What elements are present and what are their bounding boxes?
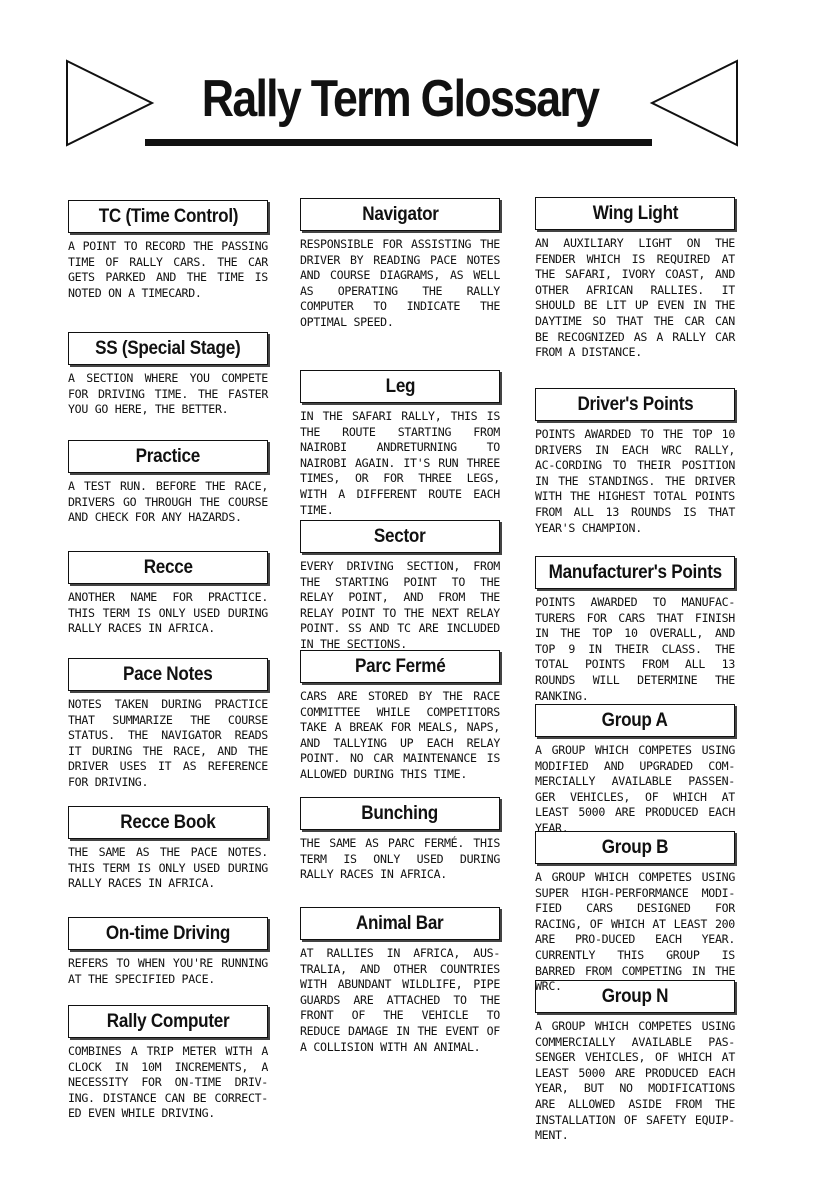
term-definition: EVERY DRIVING SECTION, FROM THE STARTING POINT TO THE RELAY POINT, AND FROM THE RELAY POINT TO THE NEXT RELAY POINT. SS AND TC ARE INCLUDED IN THE SECTIONS. <box>300 559 500 651</box>
term-definition: AT RALLIES IN AFRICA, AUS-TRALIA, AND OTHER COUNTRIES WITH ABUNDANT WILDLIFE, PIPE GUARDS ARE ATTACHED TO THE FRONT OF THE VEHICLE TO REDUCE DAMAGE IN THE EVENT OF A COLLISION WITH AN ANIMAL. <box>300 946 500 1054</box>
term-definition: RESPONSIBLE FOR ASSISTING THE DRIVER BY READING PACE NOTES AND COURSE DIAGRAMS, AS WELL AS OPERATING THE RALLY COMPUTER TO INDICATE THE OPTIMAL SPEED. <box>300 237 500 329</box>
term-heading: Recce <box>143 556 193 578</box>
term-box <box>68 658 268 691</box>
term-box <box>68 1005 268 1038</box>
term-definition: COMBINES A TRIP METER WITH A CLOCK IN 10M INCREMENTS, A NECESSITY FOR ON-TIME DRIV-ING. DISTANCE CAN BE CORRECT-ED EVEN WHILE DRIVING. <box>68 1044 268 1121</box>
term-definition: A TEST RUN. BEFORE THE RACE, DRIVERS GO THROUGH THE COURSE AND CHECK FOR ANY HAZARDS. <box>68 479 268 525</box>
term-definition: IN THE SAFARI RALLY, THIS IS THE ROUTE STARTING FROM NAIROBI ANDRETURNING TO NAIROBI AGAIN. IT'S RUN THREE TIMES, OR FOR THREE LEGS, WITH A DIFFERENT ROUTE EACH TIME. <box>300 409 500 517</box>
glossary-entry <box>535 197 735 361</box>
term-box <box>68 551 268 584</box>
glossary-entry <box>68 1005 268 1122</box>
glossary-entry <box>300 520 500 653</box>
glossary-entry <box>68 551 268 637</box>
term-heading: SS (Special Stage) <box>95 337 241 359</box>
term-definition: A GROUP WHICH COMPETES USING MODIFIED AND UPGRADED COM-MERCIALLY AVAILABLE PASSEN-GER VEHICLES, OF WHICH AT LEAST 5000 ARE PRODUCED EACH YEAR. <box>535 743 735 835</box>
term-box <box>68 917 268 950</box>
term-heading: Driver's Points <box>577 393 693 415</box>
glossary-entry <box>300 198 500 331</box>
right-triangle-ornament <box>648 58 740 148</box>
glossary-entry <box>535 556 735 704</box>
term-box <box>535 980 735 1013</box>
glossary-entry <box>68 440 268 526</box>
term-definition: ANOTHER NAME FOR PRACTICE. THIS TERM IS ONLY USED DURING RALLY RACES IN AFRICA. <box>68 590 268 636</box>
term-heading: Navigator <box>361 203 439 225</box>
term-heading: Animal Bar <box>356 912 444 934</box>
term-definition: AN AUXILIARY LIGHT ON THE FENDER WHICH IS REQUIRED AT THE SAFARI, IVORY COAST, AND OTHER AFRICAN RALLIES. IT SHOULD BE LIT UP EVEN IN THE DAYTIME SO THAT THE CAR CAN BE RECOGNIZED AS A RALLY CAR FROM A DISTANCE. <box>535 236 735 360</box>
term-heading: Group A <box>602 709 668 731</box>
term-heading: TC (Time Control) <box>98 205 238 227</box>
term-definition: A GROUP WHICH COMPETES USING SUPER HIGH-PERFORMANCE MODI-FIED CARS DESIGNED FOR RACING, OF WHICH AT LEAST 200 ARE PRO-DUCED EACH YEAR. CURRENTLY THIS GROUP IS BARRED FROM COMPETING IN THE WRC. <box>535 870 735 994</box>
term-box <box>68 200 268 233</box>
term-heading: Sector <box>374 525 426 547</box>
term-box <box>535 556 735 589</box>
glossary-entry <box>300 650 500 783</box>
term-box <box>535 197 735 230</box>
term-box <box>300 907 500 940</box>
term-heading: Pace Notes <box>123 663 213 685</box>
term-definition: A SECTION WHERE YOU COMPETE FOR DRIVING TIME. THE FASTER YOU GO HERE, THE BETTER. <box>68 371 268 417</box>
term-heading: On-time Driving <box>105 922 231 944</box>
term-box <box>68 806 268 839</box>
term-heading: Leg <box>385 375 415 397</box>
term-heading: Practice <box>135 445 201 467</box>
glossary-entry <box>300 797 500 883</box>
term-definition: CARS ARE STORED BY THE RACE COMMITTEE WHILE COMPETITORS TAKE A BREAK FOR MEALS, NAPS, AND TALLYING UP EACH RELAY POINT. NO CAR MAINTENANCE IS ALLOWED DURING THIS TIME. <box>300 689 500 781</box>
term-definition: POINTS AWARDED TO THE TOP 10 DRIVERS IN EACH WRC RALLY, AC-CORDING TO THEIR POSITION IN THE STANDINGS. THE DRIVER WITH THE HIGHEST TOTAL POINTS FROM ALL 13 ROUNDS IS THAT YEAR'S CHAMPION. <box>535 427 735 535</box>
term-box <box>300 797 500 830</box>
term-heading: Bunching <box>361 802 439 824</box>
term-heading: Manufacturer's Points <box>548 561 722 583</box>
term-definition: THE SAME AS PARC FERMÉ. THIS TERM IS ONLY USED DURING RALLY RACES IN AFRICA. <box>300 836 500 882</box>
term-heading: Group B <box>601 836 669 858</box>
term-definition: A POINT TO RECORD THE PASSING TIME OF RALLY CARS. THE CAR GETS PARKED AND THE TIME IS NOTED ON A TIMECARD. <box>68 239 268 300</box>
glossary-entry <box>535 980 735 1144</box>
glossary-entry <box>68 658 268 791</box>
glossary-entry <box>68 200 268 301</box>
term-box <box>535 388 735 421</box>
term-definition: A GROUP WHICH COMPETES USING COMMERCIALLY AVAILABLE PAS-SENGER VEHICLES, OF WHICH AT LEAST 5000 ARE PRODUCED EACH YEAR, BUT NO MODIFICATIONS ARE ALLOWED ASIDE FROM THE INSTALLATION OF SAFETY EQUIP-MENT. <box>535 1019 735 1143</box>
glossary-entry <box>68 806 268 892</box>
glossary-entry <box>535 388 735 536</box>
term-box <box>68 440 268 473</box>
term-heading: Recce Book <box>120 811 216 833</box>
term-box <box>535 831 735 864</box>
term-definition: THE SAME AS THE PACE NOTES. THIS TERM IS ONLY USED DURING RALLY RACES IN AFRICA. <box>68 845 268 891</box>
glossary-entry <box>68 917 268 987</box>
glossary-entry <box>68 332 268 418</box>
title-underline <box>145 139 652 146</box>
term-box <box>300 520 500 553</box>
glossary-entry <box>300 907 500 1055</box>
left-triangle-ornament <box>64 58 156 148</box>
term-heading: Parc Fermé <box>354 655 446 677</box>
term-definition: NOTES TAKEN DURING PRACTICE THAT SUMMARIZE THE COURSE STATUS. THE NAVIGATOR READS IT DURING THE RACE, AND THE DRIVER USES IT AS REFERENCE FOR DRIVING. <box>68 697 268 789</box>
term-definition: REFERS TO WHEN YOU'RE RUNNING AT THE SPECIFIED PACE. <box>68 956 268 986</box>
term-box <box>300 370 500 403</box>
term-box <box>300 198 500 231</box>
term-heading: Wing Light <box>592 202 678 224</box>
term-box <box>300 650 500 683</box>
term-box <box>535 704 735 737</box>
glossary-entry <box>535 831 735 995</box>
glossary-entry <box>535 704 735 837</box>
term-box <box>68 332 268 365</box>
term-heading: Group N <box>601 985 669 1007</box>
term-heading: Rally Computer <box>106 1010 230 1032</box>
glossary-entry <box>300 370 500 518</box>
term-definition: POINTS AWARDED TO MANUFAC-TURERS FOR CARS THAT FINISH IN THE TOP 10 OVERALL, AND TOP 9 IN THEIR CLASS. THE TOTAL POINTS FROM ALL 13 ROUNDS WILL DETERMINE THE RANKING. <box>535 595 735 703</box>
page-title: Rally Term Glossary <box>201 70 599 128</box>
